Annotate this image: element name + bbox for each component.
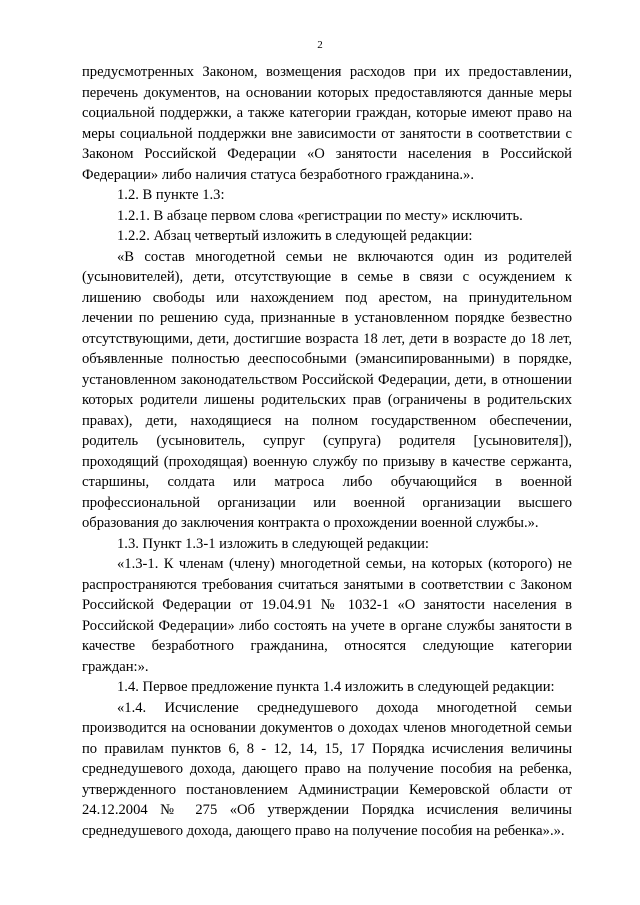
paragraph-family-composition: «В состав многодетной семьи не включаются один из родителей (усыновителей), дети, отсутствующие в семье в связи с осуждением к лишению свободы или нахождением под арестом, на принудительном лечении по решению суда, признанные в установленном порядке безвестно отсутствующими, дети, достигшие возраста 18 лет, дети в возрасте до 18 лет, объявленные полностью дееспособными (эмансипированными) в порядке, установленном законодательством Российской Федерации, дети, в отношении которых родители лишены родительских прав (ограничены в родительских правах), дети, находящиеся на полном государственном обеспечении, родитель (усыновитель, супруг (супруга) родителя [усыновителя]), проходящий (проходящая) военную службу по призыву в качестве сержанта, старшины, солдата или матроса либо обучающийся в военной профессиональной организации или военной организации высшего образования до заключения контракта о прохождении военной службы.». (82, 248, 572, 531)
paragraph-1-2-2: 1.2.2. Абзац четвертый изложить в следующей редакции: (117, 228, 473, 244)
paragraph-1-2-1: 1.2.1. В абзаце первом слова «регистрации по месту» исключить. (117, 207, 523, 224)
paragraph-1-4-quote: «1.4. Исчисление среднедушевого дохода многодетной семьи производится на основании документов о доходах членов многодетной семьи по правилам пунктов 6, 8 - 12, 14, 15, 17 Порядка исчисления величины среднедушевого дохода, дающего право на получение пособия на ребенка, утвержденного постановлением Администрации Кемеровской области от 24.12.2004 № 275 «Об утверждении Порядка исчисления величины среднедушевого дохода, дающего право на получение пособия на ребенка».». (82, 699, 572, 839)
paragraph-1-4: 1.4. Первое предложение пункта 1.4 изложить в следующей редакции: (117, 679, 555, 695)
paragraph-intro-continuation: предусмотренных Законом, возмещения расходов при их предоставлении, перечень документов, на основании которых предоставляются данные меры социальной поддержки, а также категории граждан, которые имеют право на меры социальной поддержки вне зависимости от занятости в соответствии с Законом Российской Федерации «О занятости населения в Российской Федерации» либо наличия статуса безработного гражданина.». (82, 64, 572, 183)
document-body (82, 62, 572, 841)
paragraph-1-3: 1.3. Пункт 1.3-1 изложить в следующей редакции: (117, 535, 429, 552)
paragraph-1-2: 1.2. В пункте 1.3: (117, 187, 225, 203)
paragraph-1-3-1-quote: «1.3-1. К членам (члену) многодетной семьи, на которых (которого) не распространяются требования считаться занятыми в соответствии с Законом Российской Федерации от 19.04.91 № 1032-1 «О занятости населения в Российской Федерации» либо состоять на учете в органе службы занятости в качестве безработного гражданина, относятся следующие категории граждан:». (82, 556, 572, 675)
page-number: 2 (317, 39, 323, 51)
